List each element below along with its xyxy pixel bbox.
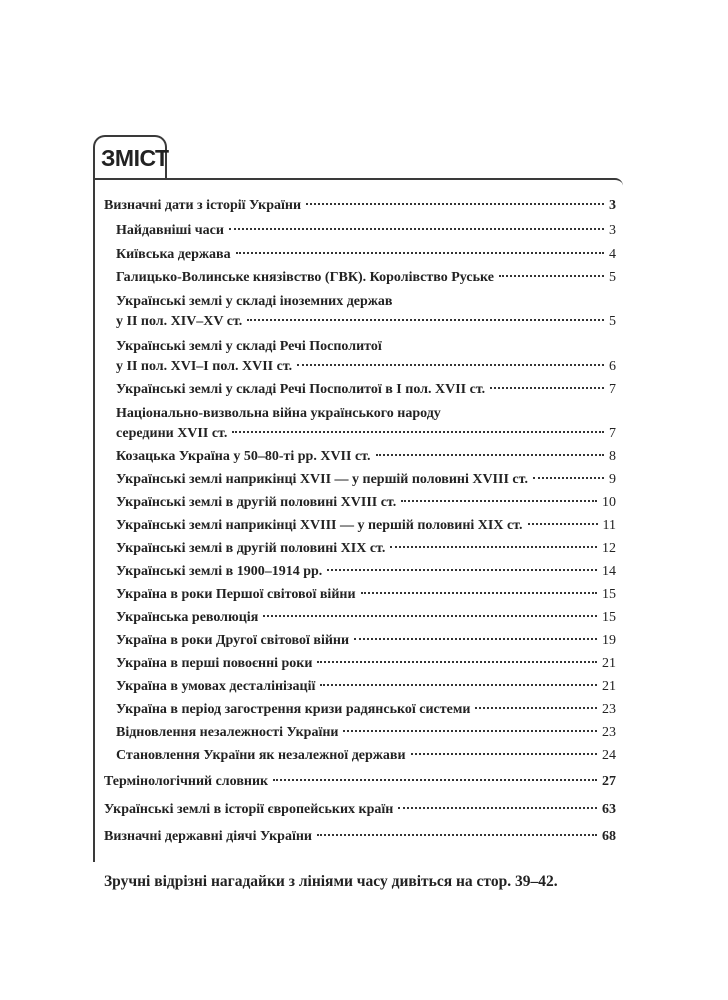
toc-entry-label: Відновлення незалежності України	[116, 725, 339, 740]
toc-entry-page: 14	[602, 564, 616, 579]
toc-entry-label: Українські землі в 1900–1914 рр.	[116, 564, 323, 579]
leader-dots	[343, 730, 597, 732]
toc-entry-label: Українські землі в історії європейських країн	[104, 802, 394, 817]
toc-entry-label-line1[interactable]: Українські землі у складі Речі Посполитої	[116, 339, 382, 354]
toc-entry-page: 12	[602, 541, 616, 556]
toc-entry[interactable]	[116, 493, 616, 513]
leader-dots	[229, 228, 604, 230]
toc-entry-label: Українські землі у складі Речі Посполитої в І пол. XVII ст.	[116, 382, 486, 397]
toc-entry[interactable]	[116, 312, 616, 332]
leader-dots	[273, 779, 597, 781]
leader-dots	[320, 684, 597, 686]
toc-entry-label: Визначні дати з історії України	[104, 198, 302, 213]
toc-entry[interactable]	[104, 827, 616, 847]
toc-entry[interactable]	[116, 539, 616, 559]
toc-entry-label: Найдавніші часи	[116, 223, 224, 238]
leader-dots	[376, 454, 605, 456]
leader-dots	[306, 203, 604, 205]
toc-entry-label: Українські землі наприкінці XVII — у першій половині XVIII ст.	[116, 472, 528, 487]
toc-entry[interactable]	[116, 447, 616, 467]
toc-entry[interactable]	[116, 245, 616, 265]
toc-entry[interactable]	[116, 608, 616, 628]
toc-entry-label: у ІІ пол. XIV–XV ст.	[116, 314, 243, 329]
leader-dots	[263, 615, 597, 617]
toc-entry-label: Галицько-Волинське князівство (ГВК). Королівство Руське	[116, 270, 494, 285]
toc-entry-label: Київська держава	[116, 247, 231, 262]
toc-entry[interactable]	[116, 562, 616, 582]
toc-entry-label-line1[interactable]: Українські землі у складі іноземних держав	[116, 294, 393, 309]
toc-entry[interactable]	[116, 654, 616, 674]
toc-entry[interactable]	[104, 772, 616, 792]
leader-dots	[390, 546, 597, 548]
toc-entry-page: 15	[602, 587, 616, 602]
leader-dots	[411, 753, 597, 755]
leader-dots	[297, 364, 604, 366]
leader-dots	[236, 252, 604, 254]
toc-entry-label-line1[interactable]: Національно-визвольна війна українського народу	[116, 406, 441, 421]
toc-entry-page: 27	[602, 774, 616, 789]
toc-entry[interactable]	[116, 723, 616, 743]
leader-dots	[354, 638, 597, 640]
leader-dots	[232, 431, 604, 433]
toc-entry-page: 24	[602, 748, 616, 763]
toc-entry-page: 15	[602, 610, 616, 625]
toc-entry-label: Українські землі наприкінці XVIII — у першій половині XIX ст.	[116, 518, 523, 533]
toc-entry-page: 21	[602, 679, 616, 694]
toc-entry-page: 3	[609, 223, 616, 238]
toc-entry-page: 63	[602, 802, 616, 817]
toc-entry[interactable]	[116, 470, 616, 490]
toc-entry-page: 5	[609, 314, 616, 329]
footer-note: Зручні відрізні нагадайки з лініями часу дивіться на стор. 39–42.	[104, 873, 558, 890]
toc-entry[interactable]	[116, 516, 616, 536]
leader-dots	[528, 523, 598, 525]
toc-entry[interactable]	[104, 196, 616, 216]
toc-entry-label: середини XVII ст.	[116, 426, 228, 441]
toc-entry[interactable]	[116, 585, 616, 605]
leader-dots	[533, 477, 604, 479]
toc-entry-label: Термінологічний словник	[104, 774, 269, 789]
toc-entry-label: Визначні державні діячі України	[104, 829, 312, 844]
toc-entry-page: 21	[602, 656, 616, 671]
toc-entry-page: 10	[602, 495, 616, 510]
leader-dots	[490, 387, 604, 389]
toc-entry-page: 7	[609, 426, 616, 441]
toc-entry[interactable]	[116, 424, 616, 444]
page-title: ЗМІСТ	[101, 145, 169, 171]
leader-dots	[317, 661, 597, 663]
toc-entry-label: Україна в період загострення кризи радянської системи	[116, 702, 471, 717]
toc-entry-page: 11	[602, 518, 616, 533]
toc-entry-label: Українська революція	[116, 610, 259, 625]
leader-dots	[317, 834, 597, 836]
toc-entry[interactable]	[116, 746, 616, 766]
toc-entry[interactable]	[116, 677, 616, 697]
toc-entry-page: 7	[609, 382, 616, 397]
leader-dots	[401, 500, 597, 502]
toc-entry-page: 23	[602, 725, 616, 740]
toc-entry-page: 3	[609, 198, 616, 213]
toc-entry-label: Україна в роки Першої світової війни	[116, 587, 356, 602]
toc-entry[interactable]	[116, 357, 616, 377]
toc-entry-label: Українські землі в другій половині XIX ст.	[116, 541, 386, 556]
leader-dots	[361, 592, 597, 594]
toc-entry-page: 5	[609, 270, 616, 285]
toc-entry-page: 4	[609, 247, 616, 262]
toc-entry-label: у ІІ пол. XVI–І пол. XVII ст.	[116, 359, 293, 374]
toc-entry-label: Україна в роки Другої світової війни	[116, 633, 350, 648]
leader-dots	[499, 275, 604, 277]
toc-entry-label: Українські землі в другій половині XVIII ст.	[116, 495, 397, 510]
toc-entry-page: 68	[602, 829, 616, 844]
toc-entry[interactable]	[116, 700, 616, 720]
leader-dots	[398, 807, 597, 809]
leader-dots	[327, 569, 597, 571]
leader-dots	[475, 707, 597, 709]
toc-entry-label: Становлення України як незалежної держави	[116, 748, 406, 763]
toc-entry-label: Україна в перші повоєнні роки	[116, 656, 313, 671]
toc-entry-page: 9	[609, 472, 616, 487]
toc-entry-label: Україна в умовах десталінізації	[116, 679, 316, 694]
leader-dots	[247, 319, 604, 321]
toc-entry[interactable]	[116, 631, 616, 651]
toc-entry-page: 8	[609, 449, 616, 464]
toc-entry-label: Козацька Україна у 50–80-ті рр. XVII ст.	[116, 449, 371, 464]
toc-entry[interactable]	[116, 221, 616, 241]
toc-entry[interactable]	[104, 800, 616, 820]
toc-entry-page: 23	[602, 702, 616, 717]
toc-entry[interactable]	[116, 268, 616, 288]
toc-entry[interactable]	[116, 380, 616, 400]
toc-entry-page: 19	[602, 633, 616, 648]
toc-entry-page: 6	[609, 359, 616, 374]
